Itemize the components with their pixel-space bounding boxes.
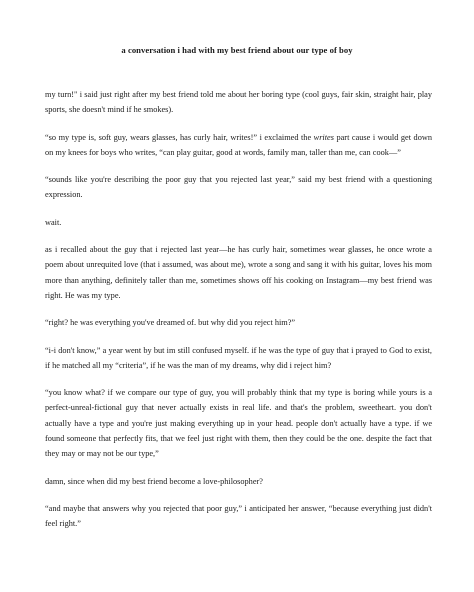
paragraph-2-after: part cause i would get down on my knees for boys who writes, “can play guitar, good at words, family man, taller than me, can cook—” (45, 132, 432, 157)
emphasized-word: writes (313, 132, 334, 142)
paragraph-8: “you know what? if we compare our type of guy, you will probably think that my type is boring while yours is a perfect-unreal-fictional guy that never actually exists in real life. and that's the problem, sweetheart. you don't actually have a type and you're just making everything up in your head. people don't actually have a type. if we found someone that perfectly fits, that we feel just right with them, then they could be the one. despite the fact that they may or may not be our type,” (45, 388, 432, 459)
paragraph-6: “right? he was everything you've dreamed of. but why did you reject him?” (45, 318, 296, 328)
paragraph-5: as i recalled about the guy that i rejected last year—he has curly hair, sometimes wear glasses, he once wrote a poem about unrequited love (that i assumed, was about me), wrote a song and sang it with his guitar, loves his mom more than anything, definitely taller than me, sometimes shows off his cooking on Instagram—my best friend was right. He was my type. (45, 245, 432, 300)
document-body (45, 87, 432, 544)
paragraph-7: “i-i don't know,” a year went by but im still confused myself. if he was the type of guy that i prayed to God to exist, if he matched all my “criteria”, if he was the man of my dreams, why did i reject him? (45, 345, 432, 370)
document-title: a conversation i had with my best friend about our type of boy (121, 45, 353, 55)
paragraph-10: “and maybe that answers why you rejected that poor guy,” i anticipated her answer, “because everything just didn't feel right.” (45, 503, 432, 529)
paragraph-3: “sounds like you're describing the poor guy that you rejected last year,” said my best friend with a questioning expression. (45, 175, 432, 200)
paragraph-2 (45, 130, 432, 161)
paragraph-9: damn, since when did my best friend become a love-philosopher? (45, 476, 263, 486)
paragraph-1: my turn!" i said just right after my best friend told me about her boring type (cool guys, fair skin, straight hair, play sports, she doesn't mind if he smokes). (45, 90, 432, 115)
paragraph-4: wait. (45, 217, 62, 227)
paragraph-2-before: “so my type is, soft guy, wears glasses, has curly hair, writes!” i exclaimed the (45, 132, 314, 142)
